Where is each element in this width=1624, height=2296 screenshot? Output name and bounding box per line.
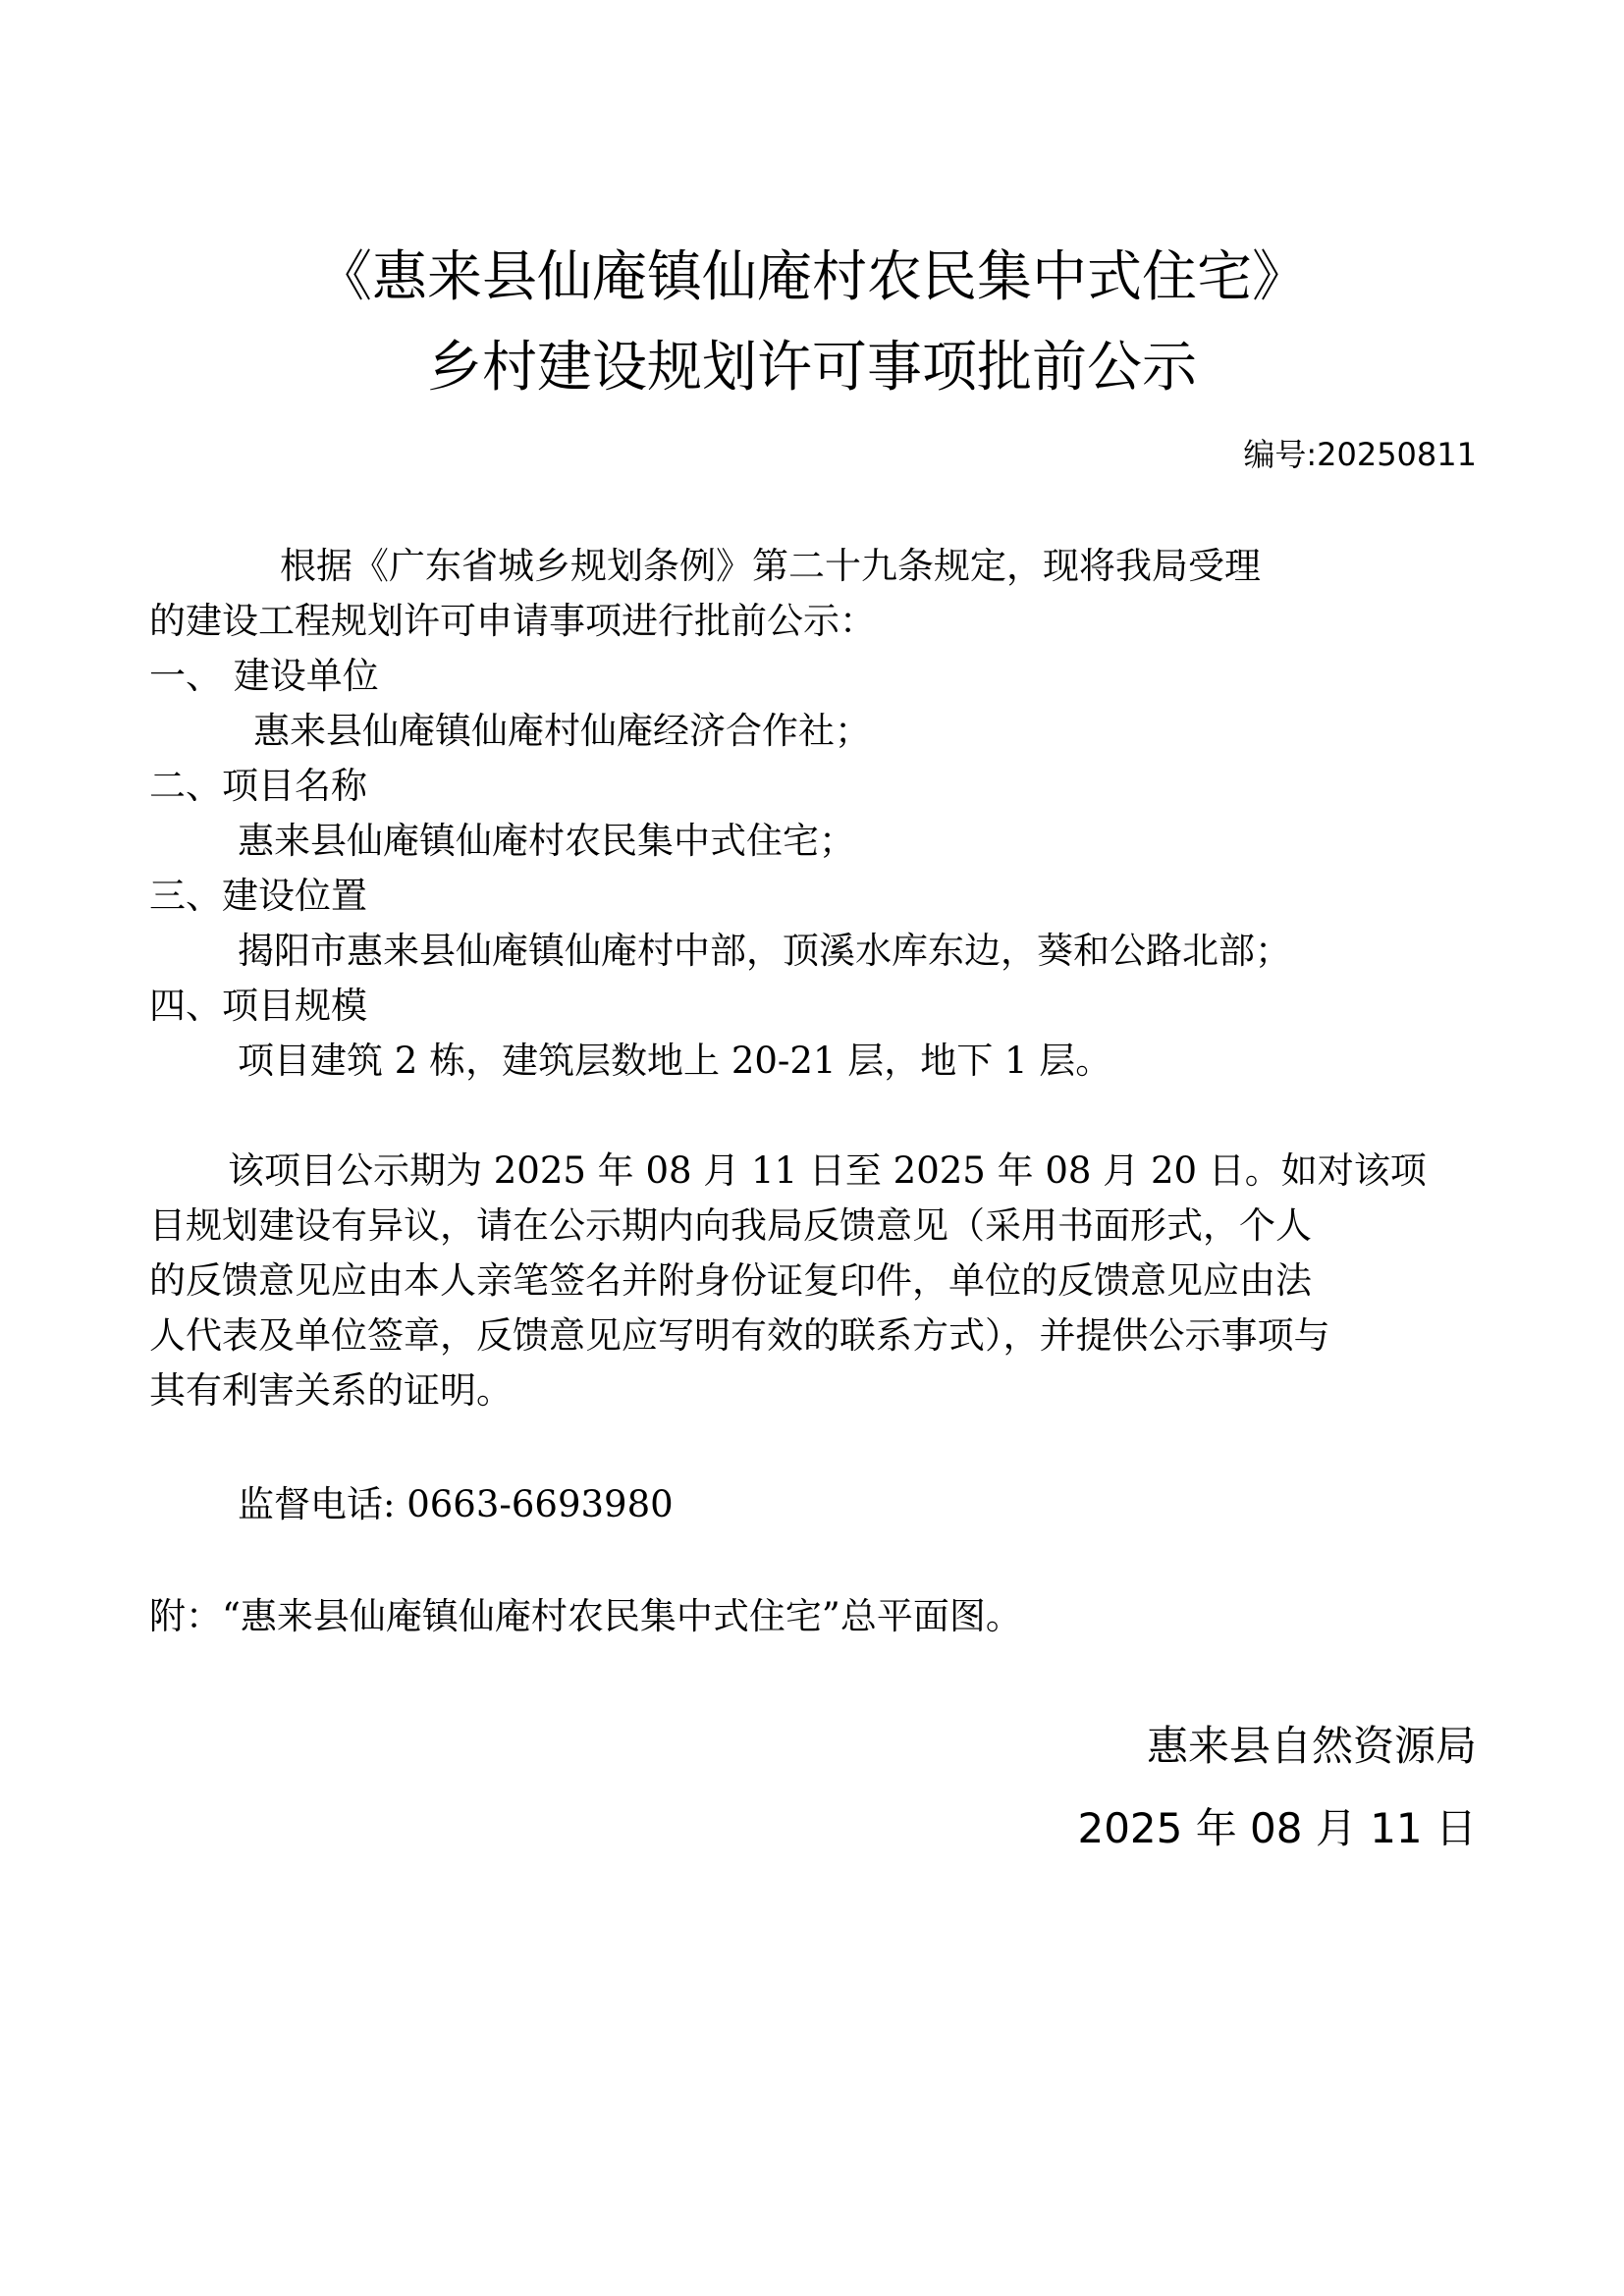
issue-date: 2025 年 08 月 11 日 [1077,1804,1477,1852]
document-number: 编号:20250811 [1243,436,1477,473]
issuer-name: 惠来县自然资源局 [1146,1722,1477,1770]
notice-line-1: 该项目公示期为 2025 年 08 月 11 日至 2025 年 08 月 20 日。如对该项 [228,1149,1427,1192]
notice-line-5: 其有利害关系的证明。 [149,1369,513,1412]
attachment-line: 附：“惠来县仙庵镇仙庵村农民集中式住宅”总平面图。 [149,1595,1022,1637]
notice-line-3: 的反馈意见应由本人亲笔签名并附身份证复印件，单位的反馈意见应由法 [149,1259,1312,1302]
section-content-1: 惠来县仙庵镇仙庵村仙庵经济合作社； [253,710,871,752]
intro-line-1: 根据《广东省城乡规划条例》第二十九条规定，现将我局受理 [280,545,1261,587]
section-content-2: 惠来县仙庵镇仙庵村农民集中式住宅； [238,820,855,862]
section-content-3: 揭阳市惠来县仙庵镇仙庵村中部，顶溪水库东边，葵和公路北部； [238,930,1291,972]
title-line-1: 《惠来县仙庵镇仙庵村农民集中式住宅》 [317,245,1307,309]
section-heading-3: 三、建设位置 [149,875,367,917]
section-heading-2: 二、项目名称 [149,765,367,807]
notice-line-2: 目规划建设有异议，请在公示期内向我局反馈意见（采用书面形式，个人 [149,1204,1312,1247]
section-content-4: 项目建筑 2 栋，建筑层数地上 20-21 层，地下 1 层。 [238,1040,1112,1082]
intro-line-2: 的建设工程规划许可申请事项进行批前公示： [149,600,876,642]
section-heading-4: 四、项目规模 [149,985,367,1027]
section-heading-1: 一、 建设单位 [149,655,379,697]
title-line-2: 乡村建设规划许可事项批前公示 [427,336,1197,400]
phone-line: 监督电话: 0663-6693980 [238,1483,674,1525]
notice-line-4: 人代表及单位签章，反馈意见应写明有效的联系方式），并提供公示事项与 [149,1314,1330,1357]
